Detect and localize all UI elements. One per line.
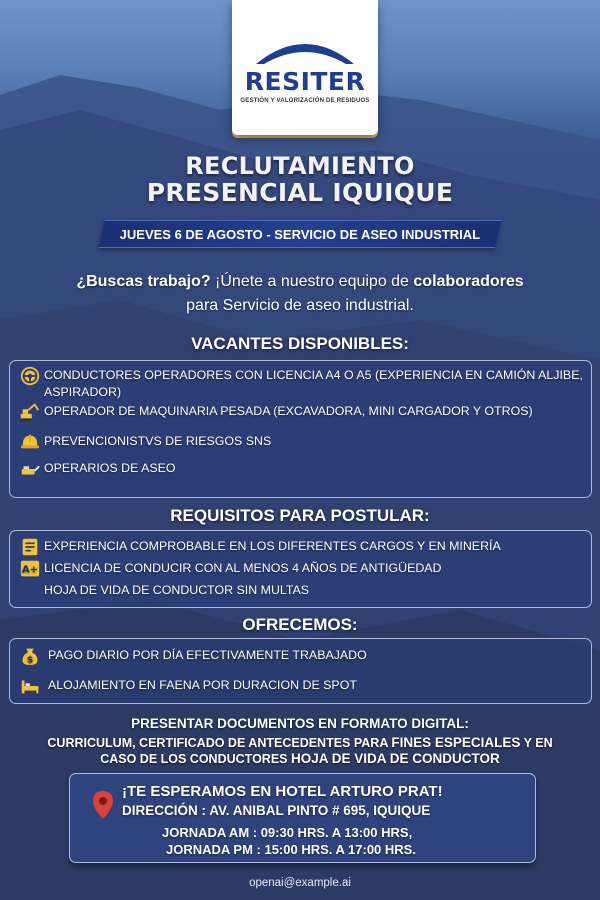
requisito-item bbox=[18, 538, 585, 558]
ofrecemos-box bbox=[9, 638, 592, 704]
oferta-text: PAGO DIARIO POR DÍA EFECTIVAMENTE TRABAJADO bbox=[48, 648, 367, 662]
bed-icon bbox=[18, 675, 42, 697]
vacantes-box bbox=[9, 360, 592, 498]
vacante-item bbox=[18, 460, 585, 480]
requisitos-box bbox=[9, 530, 592, 608]
vacante-text: OPERADOR DE MAQUINARIA PESADA (EXCAVADORA, MINI CARGADOR Y OTROS) bbox=[44, 404, 533, 418]
hotel-invite: ¡TE ESPERAMOS EN HOTEL ARTURO PRAT! bbox=[122, 783, 443, 800]
brand-name: RESITER bbox=[244, 67, 366, 96]
requisito-item bbox=[18, 560, 585, 580]
date-banner bbox=[99, 220, 501, 248]
presentar-line2b: HOJA DE VIDA DE CONDUCTOR bbox=[290, 751, 500, 766]
location-pin-icon bbox=[92, 790, 114, 820]
oferta-text: ALOJAMIENTO EN FAENA POR DURACION DE SPOT bbox=[48, 678, 357, 692]
presentar-line2a: CASO DE LOS CONDUCTORES bbox=[100, 752, 291, 766]
intro-text bbox=[20, 270, 580, 318]
hard-hat-icon bbox=[18, 431, 42, 453]
title-line-1: RECLUTAMIENTO bbox=[185, 152, 415, 180]
presentar-line1c: Y EN bbox=[520, 736, 553, 750]
requisito-text: LICENCIA DE CONDUCIR CON AL MENOS 4 AÑOS DE ANTIGÜEDAD bbox=[44, 561, 442, 575]
footer-email[interactable]: openai@example.ai bbox=[249, 877, 351, 889]
presentar-text bbox=[30, 735, 570, 767]
money-bag-icon-text: $ bbox=[26, 654, 34, 666]
presentar-line1a: CURRICULUM, CERTIFICADO DE ANTECEDENTES PARA bbox=[47, 736, 392, 750]
vacante-item bbox=[18, 403, 585, 423]
requisito-text: HOJA DE VIDA DE CONDUCTOR SIN MULTAS bbox=[44, 583, 310, 597]
logo-dome-icon bbox=[254, 36, 356, 66]
vacante-item bbox=[18, 433, 585, 453]
document-icon bbox=[18, 536, 42, 558]
intro-question: ¿Buscas trabajo? bbox=[76, 273, 211, 290]
vacantes-title: VACANTES DISPONIBLES: bbox=[191, 334, 409, 353]
title-line-2: PRESENCIAL IQUIQUE bbox=[146, 178, 454, 207]
vacante-text: PREVENCIONISTVS DE RIESGOS SNS bbox=[44, 434, 272, 448]
money-bag-icon bbox=[18, 645, 42, 667]
requisito-item bbox=[18, 582, 585, 602]
logo-card bbox=[232, 0, 378, 135]
vacante-text: OPERARIOS DE ASEO bbox=[44, 461, 176, 475]
brand-tagline: GESTIÓN Y VALORIZACIÓN DE RESIDUOS bbox=[240, 98, 370, 104]
hotel-schedule-pm: JORNADA PM : 15:00 HRS. A 17:00 HRS. bbox=[166, 842, 416, 857]
requisito-text: EXPERIENCIA COMPROBABLE EN LOS DIFERENTES CARGOS Y EN MINERÍA bbox=[44, 539, 501, 553]
cleaning-icon bbox=[18, 458, 42, 480]
license-icon-text: A+ bbox=[21, 564, 39, 576]
presentar-title: PRESENTAR DOCUMENTOS EN FORMATO DIGITAL: bbox=[131, 716, 469, 731]
intro-service: para Servicio de aseo industrial. bbox=[186, 297, 414, 314]
steering-wheel-icon bbox=[18, 365, 42, 387]
vacante-text: CONDUCTORES OPERADORES CON LICENCIA A4 O A5 (EXPERIENCIA EN CAMIÓN ALJIBE, ASPIRADOR) bbox=[44, 368, 583, 399]
oferta-item bbox=[18, 647, 585, 667]
intro-join: ¡Únete a nuestro equipo de bbox=[210, 273, 414, 290]
requisitos-title: REQUISITOS PARA POSTULAR: bbox=[170, 506, 430, 525]
hotel-box bbox=[69, 773, 536, 863]
hotel-address: DIRECCIÓN : AV. ANIBAL PINTO # 695, IQUIQUE bbox=[122, 803, 431, 818]
ofrecemos-title: OFRECEMOS: bbox=[242, 615, 358, 634]
oferta-item bbox=[18, 677, 585, 697]
requisito-spacer bbox=[18, 580, 42, 602]
intro-collaborators: colaboradores bbox=[413, 273, 524, 290]
vacante-item bbox=[18, 367, 585, 401]
date-banner-text: JUEVES 6 DE AGOSTO - SERVICIO DE ASEO INDUSTRIAL bbox=[119, 227, 481, 242]
presentar-line1b: FINES ESPECIALES bbox=[391, 735, 521, 750]
excavator-icon bbox=[18, 401, 42, 423]
license-icon bbox=[18, 558, 42, 580]
hotel-schedule-am: JORNADA AM : 09:30 HRS. A 13:00 HRS, bbox=[162, 825, 413, 840]
